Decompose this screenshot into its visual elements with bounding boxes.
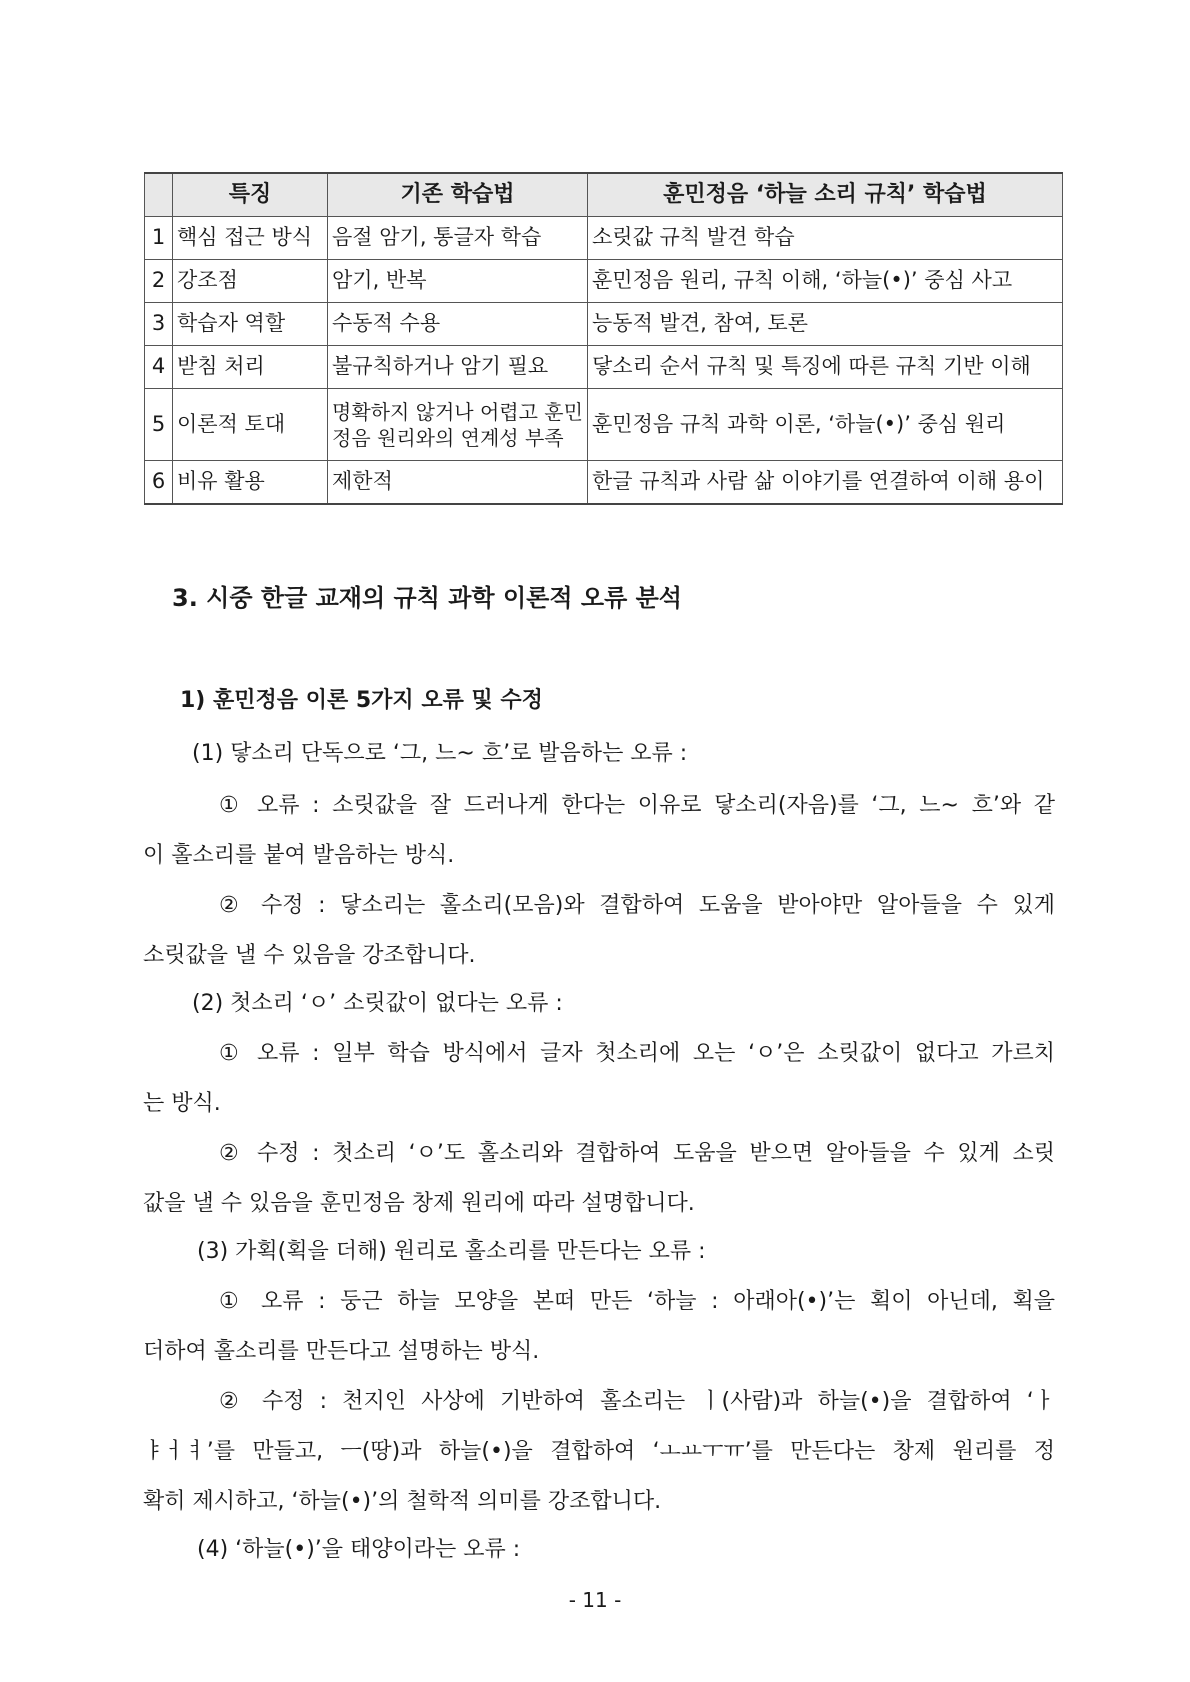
header-new-method: 훈민정음 ‘하늘 소리 규칙’ 학습법 bbox=[588, 173, 1063, 217]
table-row bbox=[145, 461, 1063, 504]
error-2-description-line1: ① 오류 : 일부 학습 방식에서 글자 첫소리에 오는 ‘ㅇ’은 소릿값이 없다고 가르치 bbox=[219, 1041, 1055, 1066]
row-feature: 핵심 접근 방식 bbox=[173, 217, 328, 260]
row-feature: 이론적 토대 bbox=[173, 389, 328, 461]
error-3-fix-line1: ② 수정 : 천지인 사상에 기반하여 홀소리는 ㅣ(사람)과 하늘(•)을 결합하여 ‘ㅏ bbox=[219, 1389, 1055, 1414]
table-header-row bbox=[145, 173, 1063, 217]
row-number: 6 bbox=[145, 461, 173, 504]
row-old-method: 불규칙하거나 암기 필요 bbox=[328, 346, 588, 389]
row-number: 5 bbox=[145, 389, 173, 461]
row-number: 3 bbox=[145, 303, 173, 346]
row-old-method: 제한적 bbox=[328, 461, 588, 504]
row-feature: 강조점 bbox=[173, 260, 328, 303]
error-2-description-line2: 는 방식. bbox=[143, 1091, 221, 1116]
row-number: 4 bbox=[145, 346, 173, 389]
row-old-method-line1: 명확하지 않거나 어렵고 훈민 bbox=[332, 399, 583, 424]
table-row bbox=[145, 260, 1063, 303]
error-2-heading: (2) 첫소리 ‘ㅇ’ 소릿값이 없다는 오류 : bbox=[192, 991, 563, 1016]
row-feature: 받침 처리 bbox=[173, 346, 328, 389]
row-old-method bbox=[328, 389, 588, 461]
error-1-heading: (1) 닿소리 단독으로 ‘그, 느~ 흐’로 발음하는 오류 : bbox=[192, 741, 688, 766]
table-row bbox=[145, 303, 1063, 346]
section-title: 3. 시중 한글 교재의 규칙 과학 이론적 오류 분석 bbox=[172, 584, 682, 612]
row-old-method: 수동적 수용 bbox=[328, 303, 588, 346]
error-3-fix-line3: 확히 제시하고, ‘하늘(•)’의 철학적 의미를 강조합니다. bbox=[143, 1489, 662, 1514]
error-1-fix-line1: ② 수정 : 닿소리는 홀소리(모음)와 결합하여 도움을 받아야만 알아들을 수 있게 bbox=[219, 893, 1055, 918]
table-row bbox=[145, 217, 1063, 260]
row-feature: 비유 활용 bbox=[173, 461, 328, 504]
header-number bbox=[145, 173, 173, 217]
row-new-method: 훈민정음 원리, 규칙 이해, ‘하늘(•)’ 중심 사고 bbox=[588, 260, 1063, 303]
row-new-method: 닿소리 순서 규칙 및 특징에 따른 규칙 기반 이해 bbox=[588, 346, 1063, 389]
table-row bbox=[145, 346, 1063, 389]
row-new-method: 한글 규칙과 사람 삶 이야기를 연결하여 이해 용이 bbox=[588, 461, 1063, 504]
error-2-fix-line2: 값을 낼 수 있음을 훈민정음 창제 원리에 따라 설명합니다. bbox=[143, 1191, 695, 1216]
row-new-method: 소릿값 규칙 발견 학습 bbox=[588, 217, 1063, 260]
row-number: 2 bbox=[145, 260, 173, 303]
table-row bbox=[145, 389, 1063, 461]
error-4-heading: (4) ‘하늘(•)’을 태양이라는 오류 : bbox=[197, 1537, 521, 1562]
error-3-heading: (3) 가획(획을 더해) 원리로 홀소리를 만든다는 오류 : bbox=[197, 1239, 706, 1264]
row-number: 1 bbox=[145, 217, 173, 260]
error-1-description-line1: ① 오류 : 소릿값을 잘 드러나게 한다는 이유로 닿소리(자음)를 ‘그, 느~ 흐’와 같 bbox=[219, 793, 1055, 818]
error-3-fix-line2: ㅑㅓㅕ’를 만들고, ㅡ(땅)과 하늘(•)을 결합하여 ‘ㅗㅛㅜㅠ’를 만든다는 창제 원리를 정 bbox=[143, 1439, 1055, 1464]
comparison-table bbox=[144, 172, 1063, 505]
subsection-title: 1) 훈민정음 이론 5가지 오류 및 수정 bbox=[180, 688, 543, 713]
error-3-description-line2: 더하여 홀소리를 만든다고 설명하는 방식. bbox=[143, 1339, 540, 1364]
error-3-description-line1: ① 오류 : 둥근 하늘 모양을 본떠 만든 ‘하늘 : 아래아(•)’는 획이 아닌데, 획을 bbox=[219, 1289, 1055, 1314]
header-feature: 특징 bbox=[173, 173, 328, 217]
row-new-method: 능동적 발견, 참여, 토론 bbox=[588, 303, 1063, 346]
row-old-method: 음절 암기, 통글자 학습 bbox=[328, 217, 588, 260]
page-number: - 11 - bbox=[568, 1588, 622, 1612]
header-old-method: 기존 학습법 bbox=[328, 173, 588, 217]
error-1-description-line2: 이 홀소리를 붙여 발음하는 방식. bbox=[143, 843, 455, 868]
error-2-fix-line1: ② 수정 : 첫소리 ‘ㅇ’도 홀소리와 결합하여 도움을 받으면 알아들을 수 있게 소릿 bbox=[219, 1141, 1055, 1166]
row-old-method-line2: 정음 원리와의 연계성 부족 bbox=[332, 425, 564, 450]
row-new-method: 훈민정음 규칙 과학 이론, ‘하늘(•)’ 중심 원리 bbox=[588, 389, 1063, 461]
row-feature: 학습자 역할 bbox=[173, 303, 328, 346]
row-old-method: 암기, 반복 bbox=[328, 260, 588, 303]
error-1-fix-line2: 소릿값을 낼 수 있음을 강조합니다. bbox=[143, 943, 476, 968]
